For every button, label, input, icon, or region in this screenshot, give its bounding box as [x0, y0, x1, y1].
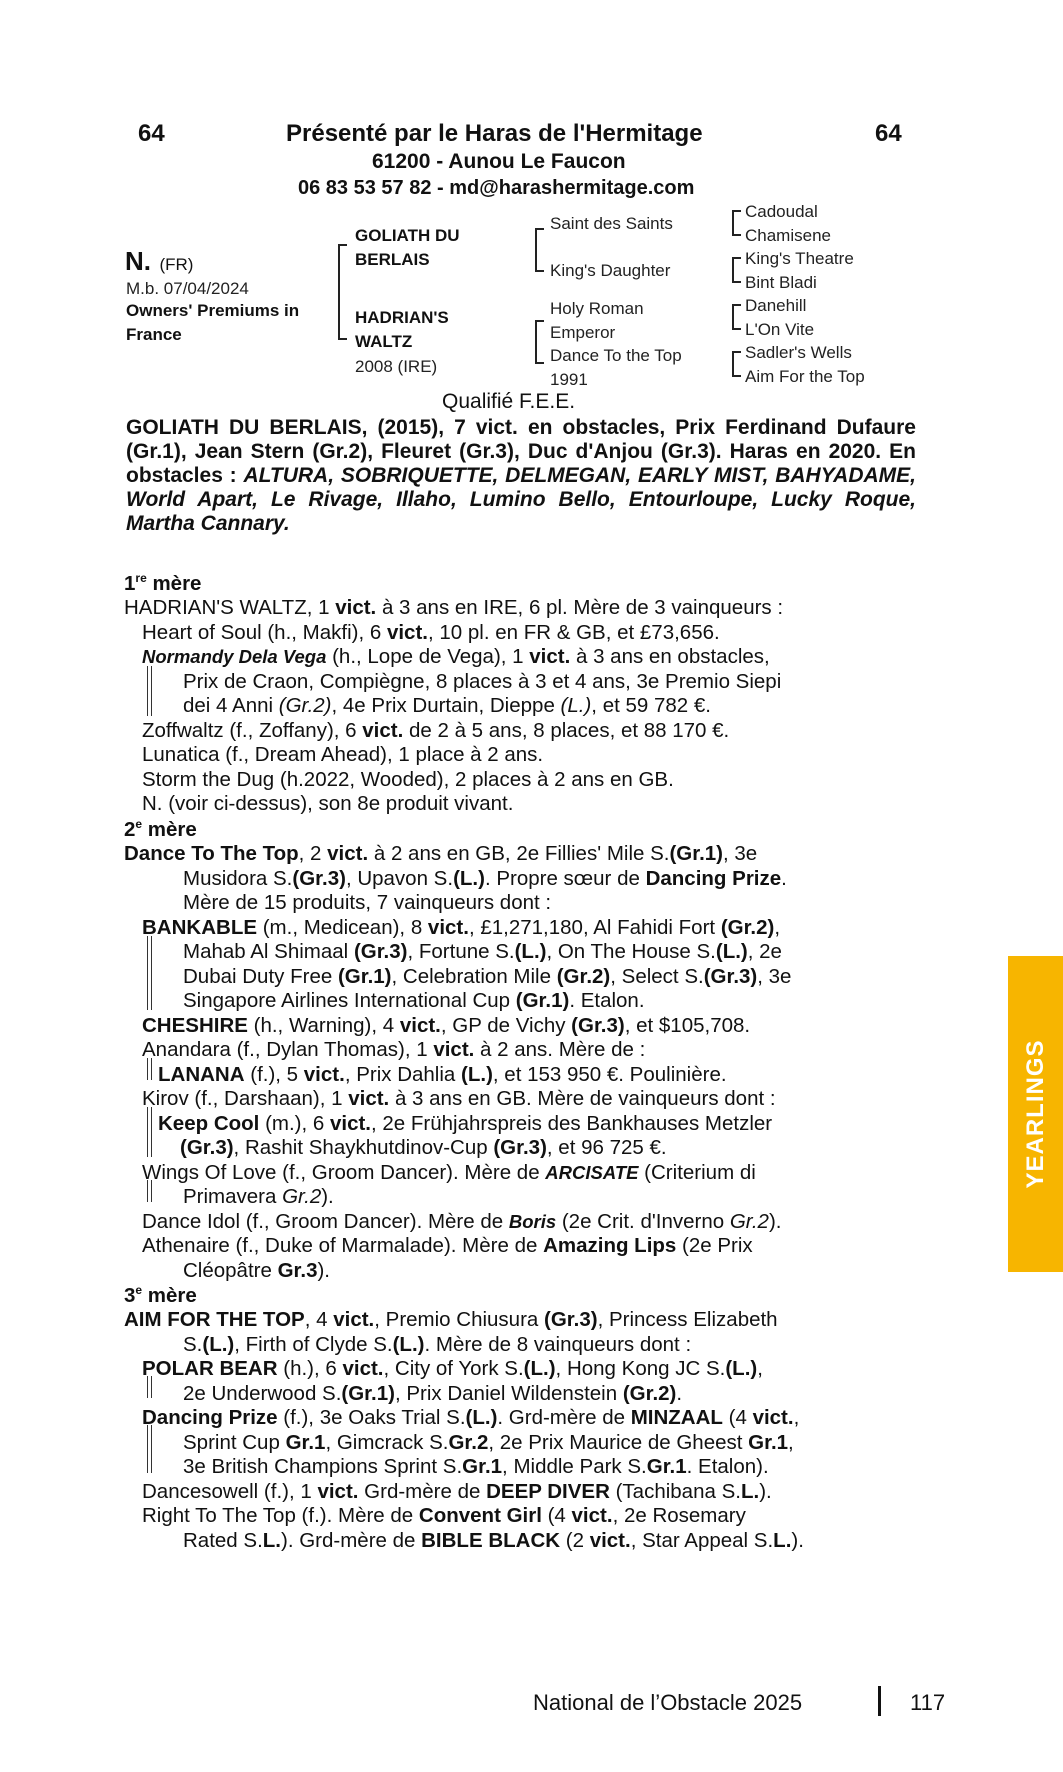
- produce-line: Dubai Duty Free (Gr.1), Celebration Mile (Gr.2), Select S.(Gr.3), 3e: [183, 964, 792, 988]
- produce-line: Dancesowell (f.), 1 vict. Grd-mère de DEEP DIVER (Tachibana S.L.).: [142, 1479, 772, 1503]
- dsd: L'On Vite: [745, 320, 815, 339]
- produce-line: Heart of Soul (h., Makfi), 6 vict., 10 pl. en FR & GB, et £73,656.: [142, 620, 720, 644]
- produce-line: Dance Idol (f., Groom Dancer). Mère de Boris (2e Crit. d'Inverno Gr.2).: [142, 1209, 782, 1233]
- indent-rule: [147, 1376, 152, 1398]
- horse-name: N.: [125, 246, 151, 276]
- produce-line: N. (voir ci-dessus), son 8e produit vivant.: [142, 792, 514, 816]
- produce-line: 3e British Champions Sprint S.Gr.1, Middle Park S.Gr.1. Etalon).: [183, 1455, 769, 1479]
- produce-line: Anandara (f., Dylan Thomas), 1 vict. à 2 ans. Mère de :: [142, 1038, 646, 1062]
- pedigree-bracket-1: [338, 244, 347, 340]
- sss: Cadoudal: [745, 202, 818, 221]
- produce-line: Athenaire (f., Duke of Marmalade). Mère de Amazing Lips (2e Prix: [142, 1234, 753, 1258]
- produce-line: Wings Of Love (f., Groom Dancer). Mère de ARCISATE (Criterium di: [142, 1160, 756, 1184]
- first-dam-section: [124, 566, 924, 817]
- ssd: Chamisene: [745, 226, 831, 245]
- produce-line: Rated S.L.). Grd-mère de BIBLE BLACK (2 vict., Star Appeal S.L.).: [183, 1528, 804, 1552]
- produce-line: BANKABLE (m., Medicean), 8 vict., £1,271,180, Al Fahidi Fort (Gr.2),: [142, 915, 781, 939]
- indent-rule: [147, 1180, 152, 1202]
- dam-line: Musidora S.(Gr.3), Upavon S.(L.). Propre sœur de Dancing Prize.: [183, 866, 787, 890]
- produce-line: Cléopâtre Gr.3).: [183, 1258, 331, 1282]
- produce-line: Normandy Dela Vega (h., Lope de Vega), 1 vict. à 3 ans en obstacles,: [142, 645, 770, 669]
- section-heading: 3e mère: [124, 1283, 197, 1307]
- ddd: Aim For the Top: [745, 367, 865, 386]
- section-heading: 1re mère: [124, 571, 202, 595]
- consignor-address: 61200 - Aunou Le Faucon: [372, 150, 626, 173]
- pedigree-bracket-2a: [535, 228, 544, 272]
- second-dam-section: [124, 812, 924, 1283]
- horse-origin: (FR): [159, 255, 194, 274]
- indent-rule: [147, 936, 152, 1010]
- horse-name-line: [125, 246, 193, 277]
- third-dam-section: [124, 1278, 924, 1553]
- sire-sire: Saint des Saints: [550, 214, 673, 233]
- pedigree-bracket-3b: [732, 257, 741, 283]
- sire-name: GOLIATH DU BERLAIS: [355, 226, 460, 269]
- consignor-contact: 06 83 53 57 82 - md@harashermitage.com: [298, 177, 695, 199]
- indent-rule: [147, 666, 152, 716]
- indent-rule: [147, 1058, 152, 1080]
- dam-line: AIM FOR THE TOP, 4 vict., Premio Chiusura (Gr.3), Princess Elizabeth: [124, 1308, 778, 1332]
- sire-description: GOLIATH DU BERLAIS, (2015), 7 vict. en obstacles, Prix Ferdinand Dufaure (Gr.1), Jean Stern (Gr.2), Fleuret (Gr.3), Duc d'Anjou (Gr.3). Haras en 2020. En obstacles : ALTURA, SOBRIQUETTE, DELMEGAN, EARLY MIST, BAHYADAME, World Apart, Le Rivage, Illaho, Lumino Bello, Entourloupe, Lucky Roque, Martha Cannary.: [126, 416, 916, 535]
- dam-line: Mère de 15 produits, 7 vainqueurs dont :: [183, 891, 552, 915]
- sds: King's Theatre: [745, 249, 854, 268]
- produce-line: Lunatica (f., Dream Ahead), 1 place à 2 ans.: [142, 743, 544, 767]
- footer-page-number: 117: [910, 1690, 946, 1715]
- horse-details: M.b. 07/04/2024: [126, 279, 249, 298]
- indent-rule: [147, 1425, 152, 1473]
- dam-line: S.(L.), Firth of Clyde S.(L.). Mère de 8 vainqueurs dont :: [183, 1332, 692, 1356]
- produce-line: 2e Underwood S.(Gr.1), Prix Daniel Wildenstein (Gr.2).: [183, 1381, 683, 1405]
- footer-publication: National de l’Obstacle 2025: [533, 1690, 803, 1715]
- pedigree-bracket-3a: [732, 210, 741, 236]
- dam-line: HADRIAN'S WALTZ, 1 vict. à 3 ans en IRE, 6 pl. Mère de 3 vainqueurs :: [124, 596, 784, 620]
- produce-line: Dancing Prize (f.), 3e Oaks Trial S.(L.). Grd-mère de MINZAAL (4 vict.,: [142, 1406, 800, 1430]
- section-heading: 2e mère: [124, 817, 197, 841]
- produce-line: Storm the Dug (h.2022, Wooded), 2 places à 2 ans en GB.: [142, 767, 674, 791]
- dam-sire: Holy Roman Emperor: [550, 299, 644, 342]
- produce-line: dei 4 Anni (Gr.2), 4e Prix Durtain, Dieppe (L.), et 59 782 €.: [183, 694, 711, 718]
- premium-line-2: France: [126, 325, 182, 344]
- produce-line: CHESHIRE (h., Warning), 4 vict., GP de Vichy (Gr.3), et $105,708.: [142, 1013, 751, 1037]
- produce-line: POLAR BEAR (h.), 6 vict., City of York S.(L.), Hong Kong JC S.(L.),: [142, 1357, 763, 1381]
- produce-line: Kirov (f., Darshaan), 1 vict. à 3 ans en GB. Mère de vainqueurs dont :: [142, 1087, 776, 1111]
- dss: Danehill: [745, 296, 807, 315]
- produce-line: Sprint Cup Gr.1, Gimcrack S.Gr.2, 2e Prix Maurice de Gheest Gr.1,: [183, 1430, 794, 1454]
- section-tab: [1008, 956, 1063, 1272]
- produce-line: LANANA (f.), 5 vict., Prix Dahlia (L.), et 153 950 €. Poulinière.: [158, 1062, 727, 1086]
- dds: Sadler's Wells: [745, 343, 852, 362]
- sdd: Bint Bladi: [745, 273, 817, 292]
- indent-rule: [147, 1107, 152, 1157]
- produce-line: Zoffwaltz (f., Zoffany), 6 vict. de 2 à 5 ans, 8 places, et 88 170 €.: [142, 718, 730, 742]
- produce-line: Right To The Top (f.). Mère de Convent Girl (4 vict., 2e Rosemary: [142, 1504, 746, 1528]
- premium-line-1: Owners' Premiums in: [126, 301, 300, 320]
- pedigree-bracket-3d: [732, 351, 741, 377]
- produce-line: (Gr.3), Rashit Shaykhutdinov-Cup (Gr.3), et 96 725 €.: [180, 1136, 667, 1160]
- dam-dam: Dance To the Top 1991: [550, 346, 682, 389]
- produce-line: Primavera Gr.2).: [183, 1185, 334, 1209]
- lot-number-left: 64: [138, 120, 165, 147]
- produce-line: Prix de Craon, Compiègne, 8 places à 3 et 4 ans, 3e Premio Siepi: [183, 669, 782, 693]
- section-tab-label: YEARLINGS: [1021, 1039, 1049, 1189]
- produce-line: Keep Cool (m.), 6 vict., 2e Frühjahrspreis des Bankhauses Metzler: [158, 1111, 773, 1135]
- produce-line: Singapore Airlines International Cup (Gr.1). Etalon.: [183, 989, 645, 1013]
- qualified-note: Qualifié F.E.E.: [442, 390, 576, 413]
- pedigree-bracket-2b: [535, 320, 544, 364]
- produce-line: Mahab Al Shimaal (Gr.3), Fortune S.(L.), On The House S.(L.), 2e: [183, 940, 782, 964]
- consignor-title: Présenté par le Haras de l'Hermitage: [286, 120, 703, 147]
- dam-line: Dance To The Top, 2 vict. à 2 ans en GB, 2e Fillies' Mile S.(Gr.1), 3e: [124, 842, 758, 866]
- dam-year: 2008 (IRE): [355, 357, 438, 376]
- sire-dam: King's Daughter: [550, 261, 671, 280]
- dam-name: HADRIAN'S WALTZ: [355, 308, 449, 351]
- footer-divider: [878, 1686, 881, 1716]
- pedigree-bracket-3c: [732, 304, 741, 330]
- lot-number-right: 64: [875, 120, 902, 147]
